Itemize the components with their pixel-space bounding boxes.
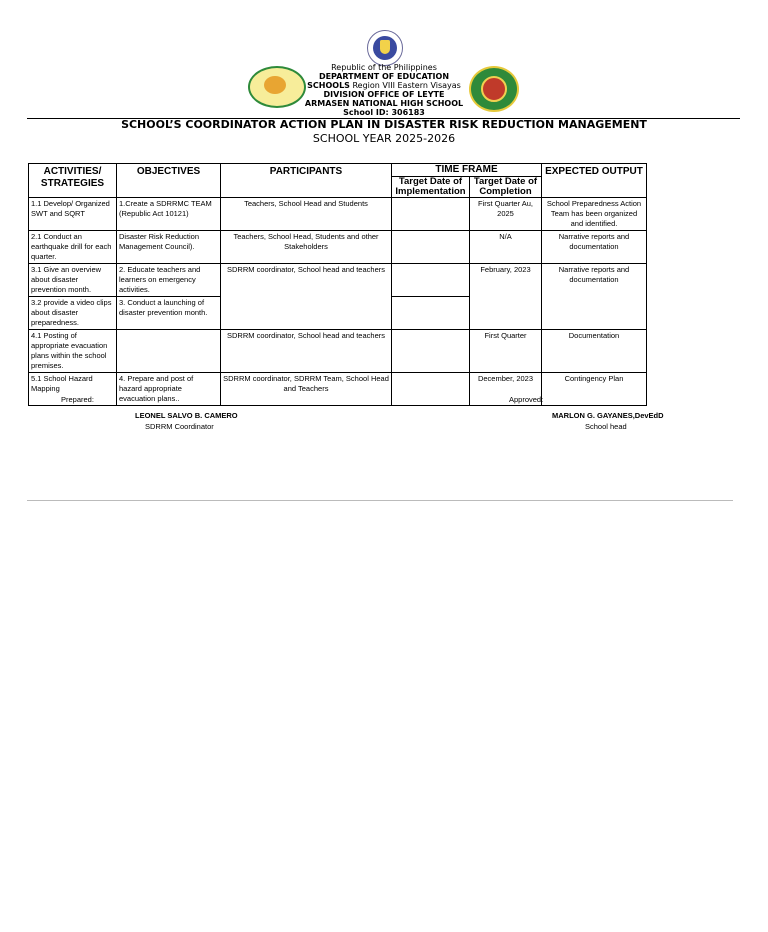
header-target-completion: Target Date of Completion <box>470 177 542 198</box>
cell-activity: 4.1 Posting of appropriate evacuation plans within the school premises. <box>29 330 117 373</box>
cell-implementation <box>392 373 470 406</box>
table-row <box>29 264 647 297</box>
prepared-name: LEONEL SALVO B. CAMERO <box>135 411 238 420</box>
header-time-frame: TIME FRAME <box>392 164 542 177</box>
cell-implementation <box>392 231 470 264</box>
cell-activity: 5.1 School Hazard Mapping <box>29 373 117 406</box>
deped-seal-logo <box>367 30 403 66</box>
cell-completion: First Quarter <box>470 330 542 373</box>
cell-implementation <box>392 198 470 231</box>
cell-participants: SDRRM coordinator, SDRRM Team, School Head and Teachers <box>221 373 392 406</box>
cell-output: Narrative reports and documentation <box>542 264 647 330</box>
school-id-line: School ID: 306183 <box>343 108 425 117</box>
cell-output: Contingency Plan <box>542 373 647 406</box>
cell-activity: 3.2 provide a video clips about disaster preparedness. <box>29 297 117 330</box>
header-objectives: OBJECTIVES <box>117 164 221 198</box>
cell-objective: 4. Prepare and post of hazard appropriate evacuation plans.. <box>117 373 221 406</box>
cell-participants: SDRRM coordinator, School head and teachers <box>221 330 392 373</box>
schools-label: SCHOOLS <box>307 81 350 90</box>
division-line: DIVISION OFFICE OF LEYTE <box>323 90 445 99</box>
school-year: SCHOOL YEAR 2025-2026 <box>312 132 456 145</box>
prepared-position: SDRRM Coordinator <box>145 422 214 431</box>
cell-objective: Disaster Risk Reduction Management Council). <box>117 231 221 264</box>
header-activities: ACTIVITIES/ STRATEGIES <box>29 164 117 198</box>
cell-implementation <box>392 264 470 297</box>
cell-implementation <box>392 330 470 373</box>
region-text: Region VIII Eastern Visayas <box>349 81 461 90</box>
school-name-line: ARMASEN NATIONAL HIGH SCHOOL <box>304 99 464 108</box>
approved-name: MARLON G. GAYANES,DevEdD <box>552 411 664 420</box>
header-target-implementation: Target Date of Implementation <box>392 177 470 198</box>
cell-activity: 2.1 Conduct an earthquake drill for each quarter. <box>29 231 117 264</box>
republic-line: Republic of the Philippines <box>331 63 437 72</box>
header-participants: PARTICIPANTS <box>221 164 392 198</box>
department-line: DEPARTMENT OF EDUCATION <box>318 72 450 81</box>
table-row <box>29 231 647 264</box>
cell-objective: 3. Conduct a launching of disaster prevention month. <box>117 297 221 330</box>
cell-completion: First Quarter Au, 2025 <box>470 198 542 231</box>
cell-implementation <box>392 297 470 330</box>
cell-activity: 1.1 Develop/ Organized SWT and SQRT <box>29 198 117 231</box>
cell-output: School Preparedness Action Team has been organized and identified. <box>542 198 647 231</box>
approved-position: School head <box>585 422 627 431</box>
header-expected-output: EXPECTED OUTPUT <box>542 164 647 198</box>
cell-objective: 2. Educate teachers and learners on emergency activities. <box>117 264 221 297</box>
cell-objective <box>117 330 221 373</box>
cell-output: Narrative reports and documentation <box>542 231 647 264</box>
cell-completion: December, 2023 <box>470 373 542 406</box>
document-title: SCHOOL’S COORDINATOR ACTION PLAN IN DISASTER RISK REDUCTION MANAGEMENT <box>121 118 647 131</box>
cell-participants: Teachers, School Head, Students and other Stakeholders <box>221 231 392 264</box>
cell-objective: 1.Create a SDRRMC TEAM (Republic Act 10121) <box>117 198 221 231</box>
table-row <box>29 373 647 406</box>
prepared-label: Prepared: <box>61 395 94 404</box>
cell-participants: Teachers, School Head and Students <box>221 198 392 231</box>
approved-label: Approved: <box>509 395 544 404</box>
action-plan-table <box>28 163 647 406</box>
page-divider <box>27 500 733 501</box>
table-row <box>29 198 647 231</box>
cell-completion: February, 2023 <box>470 264 542 330</box>
cell-participants: SDRRM coordinator, School head and teachers <box>221 264 392 330</box>
table-row <box>29 330 647 373</box>
cell-completion: N/A <box>470 231 542 264</box>
cell-output: Documentation <box>542 330 647 373</box>
cell-activity: 3.1 Give an overview about disaster prevention month. <box>29 264 117 297</box>
